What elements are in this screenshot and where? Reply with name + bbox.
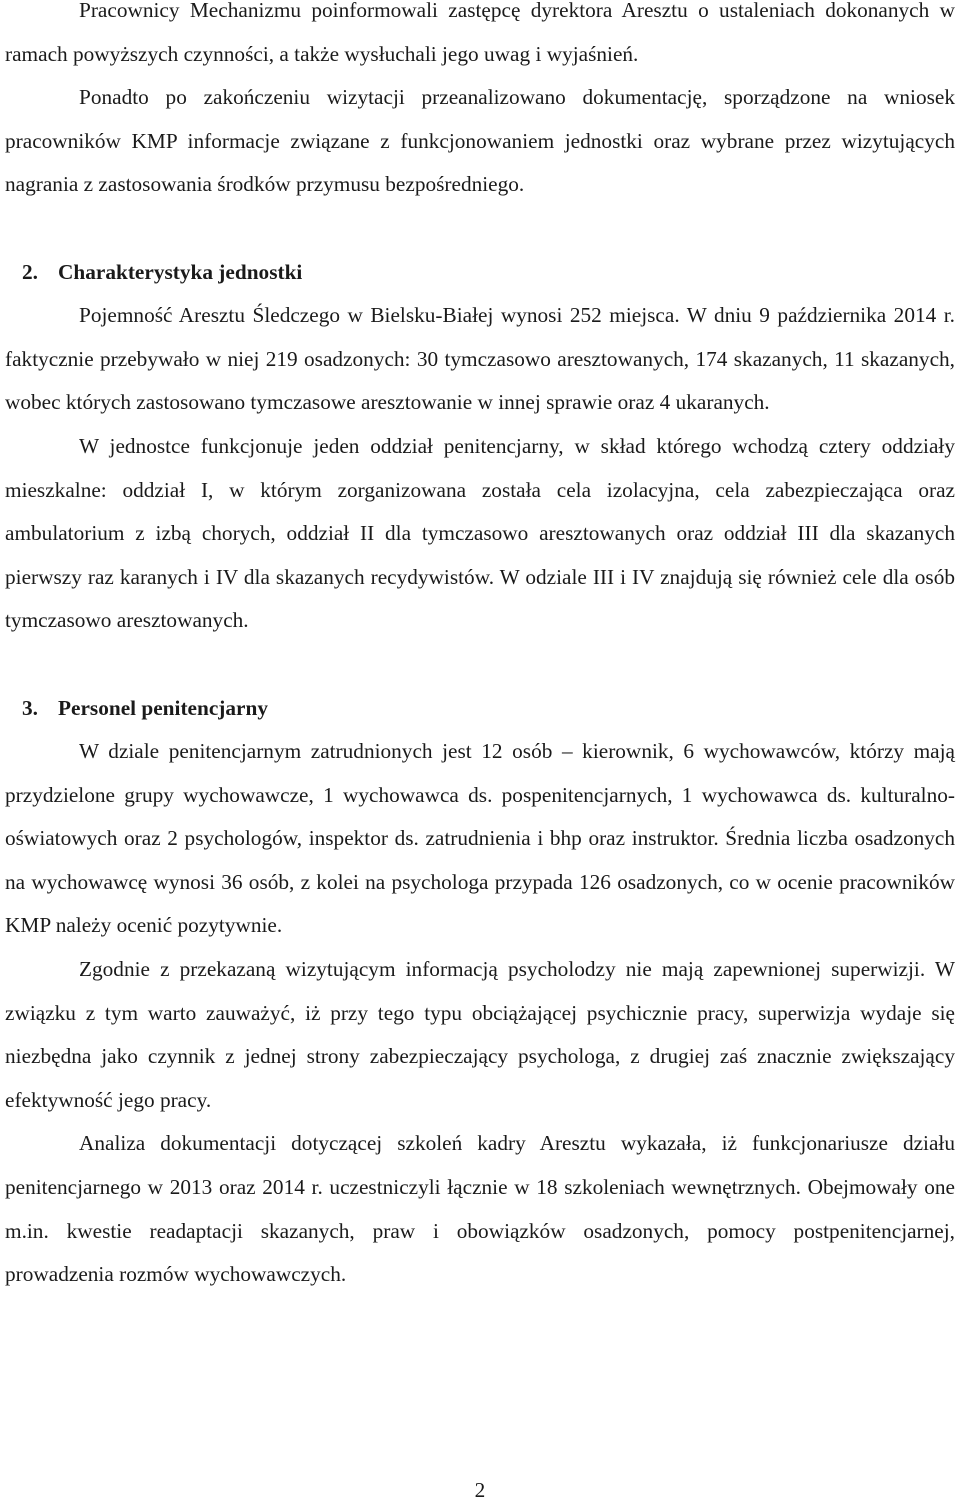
- page-number: 2: [474, 1478, 486, 1502]
- section-spacer: [5, 207, 955, 251]
- paragraph-supervision: Zgodnie z przekazaną wizytującym informacją psycholodzy nie mają zapewnionej superwizji. W związku z tym warto zauważyć, iż przy tego typu obciążającej psychicznie pracy, superwizja wydaje się niezbędna jako czynnik z jednej strony zabezpieczający psychologa, z drugiej zaś znacznie zwiększający efektywność jego pracy.: [5, 957, 955, 1112]
- paragraph-capacity: Pojemność Aresztu Śledczego w Bielsku-Białej wynosi 252 miejsca. W dniu 9 października 2014 r. faktycznie przebywało w niej 219 osadzonych: 30 tymczasowo aresztowanych, 174 skazanych, 11 skazanych, wobec których zastosowano tymczasowe aresztowanie w innej sprawie oraz 4 ukaranych.: [5, 303, 955, 415]
- paragraph-units: W jednostce funkcjonuje jeden oddział penitencjarny, w skład którego wchodzą cztery oddziały mieszkalne: oddział I, w którym zorganizowana została cela izolacyjna, cela zabezpieczająca oraz ambulatorium z izbą chorych, oddział II dla tymczasowo aresztowanych oraz oddział III dla skazanych pierwszy raz karanych i IV dla skazanych recydywistów. W odziale III i IV znajdują się również cele dla osób tymczasowo aresztowanych.: [5, 433, 955, 633]
- paragraph-intro-2: Ponadto po zakończeniu wizytacji przeanalizowano dokumentację, sporządzone na wniosek pracowników KMP informacje związane z funkcjonowaniem jednostki oraz wybrane przez wizytujących nagrania z zastosowania środków przymusu bezpośredniego.: [5, 85, 955, 197]
- section-heading-personnel: [5, 687, 955, 731]
- document-body: [5, 0, 955, 1297]
- paragraph-training: Analiza dokumentacji dotyczącej szkoleń kadry Aresztu wykazała, iż funkcjonariusze działu penitencjarnego w 2013 oraz 2014 r. uczestniczyli łącznie w 18 szkoleniach wewnętrznych. Obejmowały one m.in. kwestie readaptacji skazanych, praw i obowiązków osadzonych, pomocy postpenitencjarnej, prowadzenia rozmów wychowawczych.: [5, 1131, 955, 1287]
- paragraph-intro-1: Pracownicy Mechanizmu poinformowali zastępcę dyrektora Aresztu o ustaleniach dokonanych w ramach powyższych czynności, a także wysłuchali jego uwag i wyjaśnień.: [5, 0, 955, 66]
- section-spacer: [5, 643, 955, 687]
- section-number: 3.: [22, 695, 38, 720]
- section-number: 2.: [22, 259, 38, 284]
- section-title: Charakterystyka jednostki: [58, 259, 303, 284]
- section-heading-characteristics: [5, 251, 955, 295]
- section-title: Personel penitencjarny: [58, 695, 268, 720]
- paragraph-staff: W dziale penitencjarnym zatrudnionych jest 12 osób – kierownik, 6 wychowawców, którzy mają przydzielone grupy wychowawcze, 1 wychowawca ds. pospenitencjarnych, 1 wychowawca ds. kulturalno-oświatowych oraz 2 psychologów, inspektor ds. zatrudnienia i bhp oraz instruktor. Średnia liczba osadzonych na wychowawcę wynosi 36 osób, z kolei na psychologa przypada 126 osadzonych, co w ocenie pracowników KMP należy ocenić pozytywnie.: [5, 739, 955, 938]
